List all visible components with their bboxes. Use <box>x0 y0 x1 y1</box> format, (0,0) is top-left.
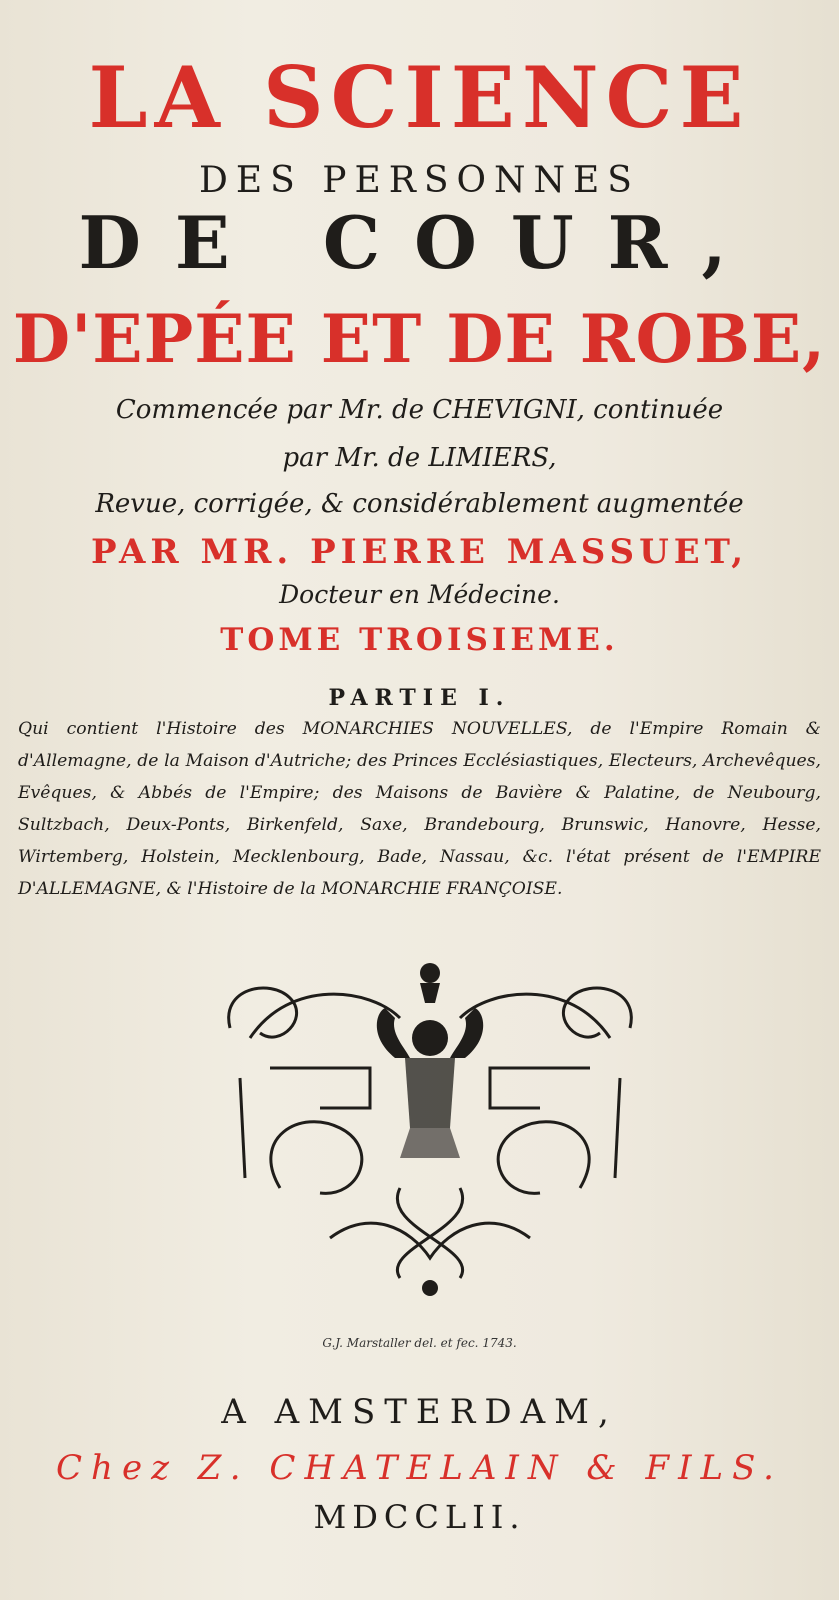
part-line: PARTIE I. <box>328 685 511 711</box>
revision-line: Revue, corrigée, & considérablement augmentée <box>95 489 744 519</box>
baroque-vignette-figure-icon <box>210 958 650 1298</box>
editor-line: PAR MR. PIERRE MASSUET, <box>90 532 749 572</box>
author-line-1: Commencée par Mr. de CHEVIGNI, continuée <box>115 395 724 425</box>
imprint-city: A AMSTERDAM, <box>221 1392 618 1432</box>
imprint-publisher: Chez Z. CHATELAIN & FILS. <box>56 1448 783 1488</box>
volume-line: TOME TROISIEME. <box>220 622 619 658</box>
contents-paragraph: Qui contient l'Histoire des MONARCHIES NOUVELLES, de l'Empire Romain & d'Allemagne, de la Maison d'Autriche; des Princes Ecclésiastiques, Electeurs, Archevêques, Evêques, & Abbés de l'Empire; des Maisons de Bavière & Palatine, de Neubourg, Sultzbach, Deux-Ponts, Birkenfeld, Saxe, Brandebourg, Brunswic, Hanovre, Hesse, Wirtemberg, Holstein, Mecklenbourg, Bade, Nassau, &c. l'état présent de l'EMPIRE D'ALLEMAGNE, & l'Histoire de la MONARCHIE FRANÇOISE. <box>18 719 821 899</box>
title-line-3: DE COUR, <box>78 200 761 285</box>
author-line-2: par Mr. de LIMIERS, <box>282 443 557 473</box>
title-line-1: LA SCIENCE <box>88 48 751 147</box>
title-line-2: DES PERSONNES <box>199 160 640 201</box>
editor-title: Docteur en Médecine. <box>279 580 560 609</box>
imprint-year: MDCCLII. <box>313 1498 526 1536</box>
engraver-signature: G.J. Marstaller del. et fec. 1743. <box>322 1336 517 1350</box>
title-line-4: D'EPÉE ET DE ROBE, <box>12 300 827 378</box>
